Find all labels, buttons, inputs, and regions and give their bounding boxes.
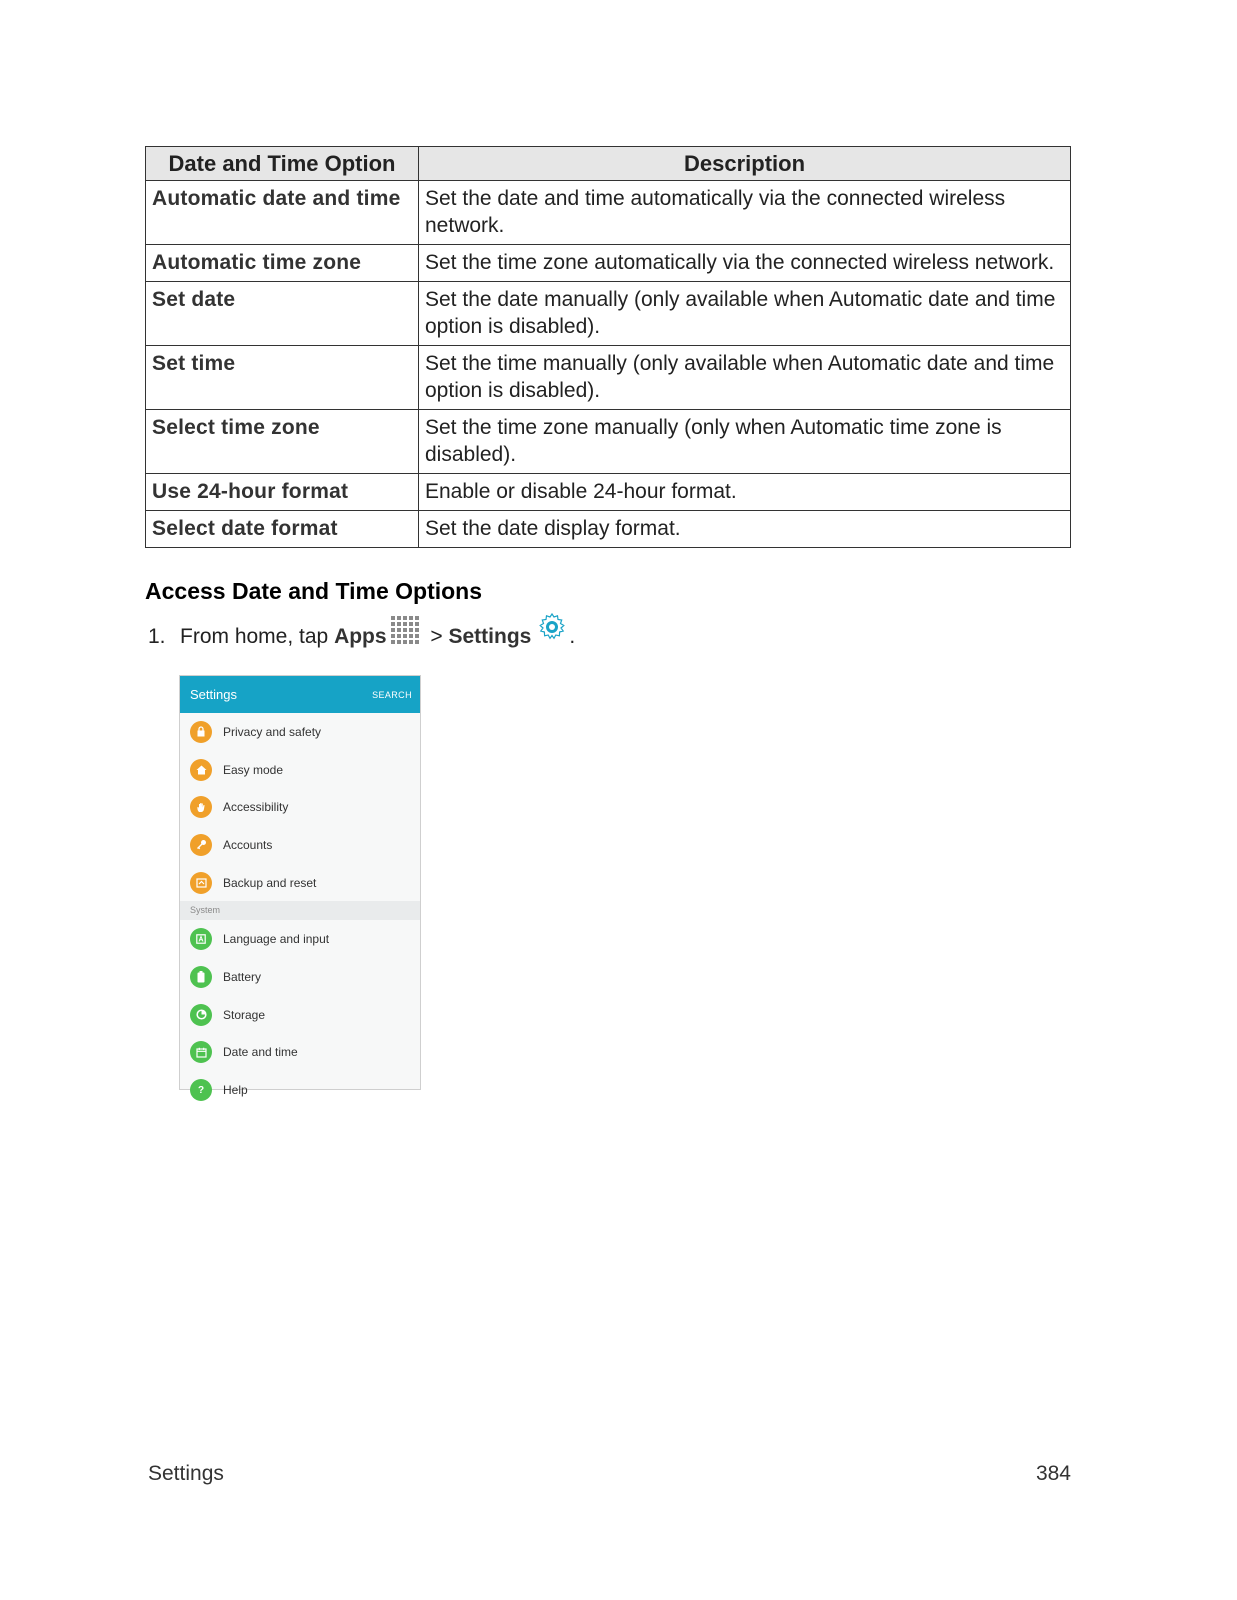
home-icon bbox=[190, 759, 212, 781]
option-cell: Automatic time zone bbox=[146, 245, 419, 282]
settings-item-backup[interactable] bbox=[180, 864, 420, 902]
storage-icon bbox=[190, 1004, 212, 1026]
settings-title: Settings bbox=[190, 687, 237, 702]
settings-item-label: Date and time bbox=[223, 1045, 298, 1060]
description-cell: Set the date manually (only available when Automatic date and time option is disabled). bbox=[419, 282, 1071, 346]
column-header-description: Description bbox=[419, 147, 1071, 181]
lock-icon bbox=[190, 721, 212, 743]
table-row bbox=[146, 511, 1071, 548]
description-cell: Set the date display format. bbox=[419, 511, 1071, 548]
settings-label: Settings bbox=[448, 625, 532, 648]
settings-item-label: Accounts bbox=[223, 837, 273, 852]
settings-item-label: Backup and reset bbox=[223, 875, 317, 890]
settings-item-easy-mode[interactable] bbox=[180, 751, 420, 789]
settings-item-label: Easy mode bbox=[223, 762, 284, 777]
section-heading: Access Date and Time Options bbox=[145, 578, 483, 604]
footer-section-name: Settings bbox=[148, 1462, 224, 1485]
option-cell: Select date format bbox=[146, 511, 419, 548]
settings-item-privacy[interactable] bbox=[180, 713, 420, 751]
help-icon: ? bbox=[190, 1079, 212, 1101]
step-1 bbox=[148, 620, 575, 654]
settings-app-bar bbox=[180, 676, 420, 713]
settings-item-label: Language and input bbox=[223, 932, 330, 947]
settings-item-label: Storage bbox=[223, 1007, 266, 1022]
settings-item-accessibility[interactable] bbox=[180, 788, 420, 826]
calendar-icon bbox=[190, 1041, 212, 1063]
settings-item-label: Privacy and safety bbox=[223, 724, 322, 739]
key-icon bbox=[190, 834, 212, 856]
description-cell: Set the date and time automatically via the connected wireless network. bbox=[419, 181, 1071, 245]
option-cell: Use 24-hour format bbox=[146, 474, 419, 511]
option-cell: Select time zone bbox=[146, 410, 419, 474]
option-cell: Set time bbox=[146, 346, 419, 410]
settings-item-date-and-time[interactable] bbox=[180, 1034, 420, 1072]
description-cell: Set the time manually (only available when Automatic date and time option is disabled). bbox=[419, 346, 1071, 410]
table-row bbox=[146, 282, 1071, 346]
table-row bbox=[146, 474, 1071, 511]
search-button[interactable]: SEARCH bbox=[372, 689, 412, 700]
step-number: 1. bbox=[148, 625, 166, 648]
settings-item-storage[interactable] bbox=[180, 996, 420, 1034]
separator: > bbox=[424, 625, 449, 648]
apps-grid-icon bbox=[391, 616, 421, 644]
language-icon bbox=[190, 928, 212, 950]
step-period: . bbox=[569, 625, 576, 648]
description-cell: Enable or disable 24-hour format. bbox=[419, 474, 1071, 511]
settings-item-battery[interactable] bbox=[180, 958, 420, 996]
hand-icon bbox=[190, 796, 212, 818]
settings-screenshot bbox=[179, 675, 421, 1098]
table-row bbox=[146, 245, 1071, 282]
table-row bbox=[146, 181, 1071, 245]
table-row bbox=[146, 410, 1071, 474]
battery-icon bbox=[190, 966, 212, 988]
date-time-options-table bbox=[145, 146, 1071, 548]
backup-icon bbox=[190, 872, 212, 894]
option-cell: Set date bbox=[146, 282, 419, 346]
settings-item-label: Help bbox=[223, 1083, 248, 1098]
description-cell: Set the time zone automatically via the connected wireless network. bbox=[419, 245, 1071, 282]
page-number: 384 bbox=[1035, 1462, 1071, 1485]
settings-item-label: Accessibility bbox=[223, 800, 289, 815]
step-text: From home, tap bbox=[180, 625, 335, 648]
description-cell: Set the time zone manually (only when Automatic time zone is disabled). bbox=[419, 410, 1071, 474]
gear-icon bbox=[537, 612, 567, 648]
apps-label: Apps bbox=[334, 625, 387, 648]
option-cell: Automatic date and time bbox=[146, 181, 419, 245]
settings-item-accounts[interactable] bbox=[180, 826, 420, 864]
settings-item-help[interactable] bbox=[180, 1071, 420, 1109]
table-row bbox=[146, 346, 1071, 410]
settings-item-label: Battery bbox=[223, 969, 262, 984]
table-header-row bbox=[146, 147, 1071, 181]
column-header-option: Date and Time Option bbox=[146, 147, 419, 181]
system-section-header: System bbox=[180, 901, 420, 920]
settings-item-language[interactable] bbox=[180, 920, 420, 958]
